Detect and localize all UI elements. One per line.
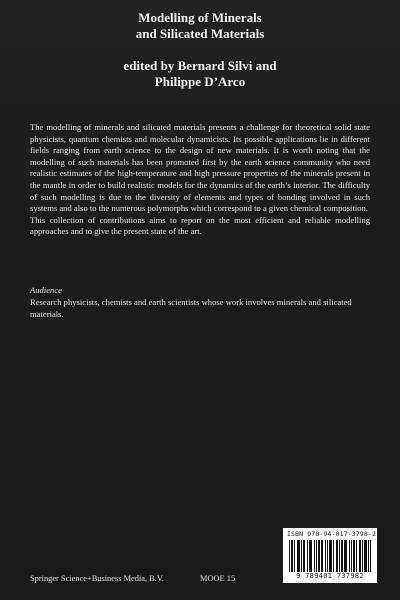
series-code: MOOE 15 bbox=[200, 574, 236, 583]
barcode-bar bbox=[368, 540, 369, 572]
barcode-bar bbox=[359, 540, 360, 572]
barcode-number: 9 789401 737982 bbox=[296, 572, 364, 580]
isbn-label: ISBN 978-94-017-3798-2 bbox=[287, 530, 377, 538]
barcode-bar bbox=[311, 540, 312, 572]
publisher: Springer Science+Business Media, B.V. bbox=[30, 574, 164, 583]
barcode-bar bbox=[353, 540, 354, 572]
title-line-1: Modelling of Minerals bbox=[138, 10, 262, 25]
barcode-bar bbox=[289, 540, 290, 572]
barcode-bar bbox=[327, 540, 328, 572]
barcode-bar bbox=[298, 540, 299, 572]
barcode-bars bbox=[289, 540, 371, 572]
barcode-bar bbox=[356, 540, 357, 572]
barcode-bar bbox=[342, 540, 343, 572]
barcode-bar bbox=[331, 540, 332, 572]
barcode-bar bbox=[346, 540, 347, 572]
audience-text: Research physicists, chemists and earth scientists whose work involves minerals and silicated materials. bbox=[30, 297, 352, 319]
barcode bbox=[283, 528, 377, 583]
barcode-bar bbox=[336, 540, 337, 572]
title-line-2: and Silicated Materials bbox=[135, 26, 265, 41]
abstract bbox=[30, 122, 370, 238]
barcode-bar bbox=[339, 540, 340, 572]
book-title bbox=[0, 10, 400, 42]
barcode-bar bbox=[301, 540, 302, 572]
barcode-bar bbox=[304, 540, 305, 572]
editors bbox=[0, 58, 400, 90]
barcode-bar bbox=[314, 540, 315, 572]
abstract-paragraph-2: This collection of contributions aims to report on the most efficient and reliable modelling approaches and to give the present state of the art. bbox=[30, 214, 370, 237]
barcode-bar bbox=[341, 540, 342, 572]
barcode-bar bbox=[370, 540, 371, 572]
barcode-bar bbox=[321, 540, 322, 572]
barcode-bar bbox=[362, 540, 363, 572]
barcode-bar bbox=[322, 540, 323, 572]
barcode-bar bbox=[330, 540, 331, 572]
barcode-bar bbox=[329, 540, 330, 572]
editors-line-2: Philippe D’Arco bbox=[154, 74, 246, 89]
barcode-bar bbox=[318, 540, 319, 572]
barcode-bar bbox=[333, 540, 334, 572]
abstract-paragraph-1: The modelling of minerals and silicated materials presents a challenge for theoretical solid state physicists, quantum chemists and molecular dynamicists. Its possible applications lie in different fields ranging from earth science to the design of new materials. It is worth noting that the modelling of such materials has been promoted first by the earth science community who need realistic estimates of the high-temperature and high pressure properties of the minerals present in the mantle in order to build realistic models for the dynamics of the earth’s interior. The difficulty of such modelling is due to the diversity of elements and types of bonding involved in such systems and also to the numerous polymorphs which correspond to a given chemical composition. bbox=[30, 122, 370, 214]
barcode-bar bbox=[319, 540, 320, 572]
barcode-bar bbox=[309, 540, 310, 572]
barcode-bar bbox=[303, 540, 304, 572]
barcode-bar bbox=[316, 540, 317, 572]
barcode-bar bbox=[299, 540, 300, 572]
editors-line-1: edited by Bernard Silvi and bbox=[123, 58, 277, 73]
barcode-bar bbox=[292, 540, 293, 572]
barcode-bar bbox=[364, 540, 365, 572]
audience-heading: Audience bbox=[30, 285, 62, 295]
barcode-bar bbox=[294, 540, 295, 572]
barcode-bar bbox=[354, 540, 355, 572]
barcode-bar bbox=[345, 540, 346, 572]
barcode-bar bbox=[325, 540, 326, 572]
barcode-bar bbox=[344, 540, 345, 572]
barcode-bar bbox=[291, 540, 292, 572]
barcode-bar bbox=[307, 540, 308, 572]
barcode-bar bbox=[351, 540, 352, 572]
barcode-bar bbox=[297, 540, 298, 572]
barcode-bar bbox=[337, 540, 338, 572]
barcode-bar bbox=[349, 540, 350, 572]
barcode-bar bbox=[310, 540, 311, 572]
barcode-bar bbox=[366, 540, 367, 572]
barcode-bar bbox=[365, 540, 366, 572]
barcode-bar bbox=[360, 540, 361, 572]
